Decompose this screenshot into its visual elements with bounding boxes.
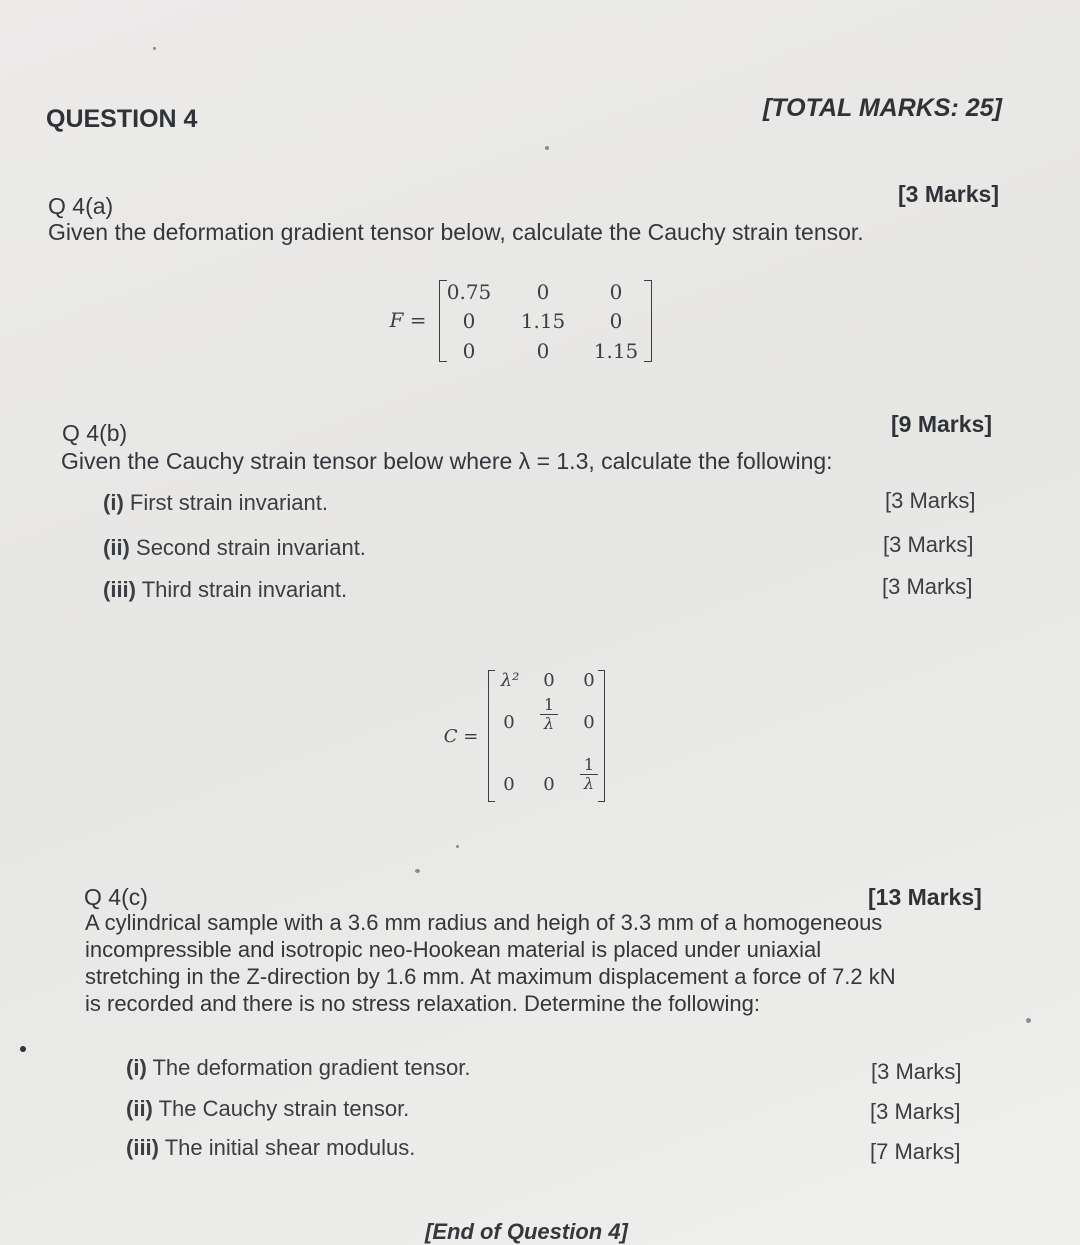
matrix-c-symbol: C = [443, 726, 479, 747]
q4c-item-1-marks: [3 Marks] [871, 1059, 962, 1084]
q4a-label: Q 4(a) [48, 193, 114, 219]
q4c-item-3-text: The initial shear modulus. [164, 1135, 416, 1160]
paper-speck [1026, 1018, 1031, 1023]
q4b-item-1-text: First strain invariant. [129, 490, 328, 515]
question-title: QUESTION 4 [46, 105, 198, 133]
q4c-text-line-4: is recorded and there is no stress relaxation. Determine the following: [85, 991, 761, 1016]
q4b-item-3-text: Third strain invariant. [141, 577, 348, 602]
q4b-item-2-num: (ii) [103, 535, 130, 560]
q4c-item-2 [126, 1096, 409, 1122]
matrix-f-cell: 0 [536, 339, 550, 363]
end-of-question: [End of Question 4] [425, 1219, 628, 1244]
matrix-f-symbol: F = [389, 308, 427, 332]
frac-numerator: 1 [580, 756, 598, 775]
paper-speck [153, 47, 156, 50]
q4b-item-1-marks: [3 Marks] [885, 488, 976, 513]
q4c-item-1 [126, 1055, 470, 1081]
q4b-item-1 [103, 490, 328, 516]
q4c-item-3-num: (iii) [126, 1135, 159, 1160]
paper-speck [456, 845, 459, 848]
q4c-label: Q 4(c) [84, 884, 148, 910]
matrix-f-right-bracket [644, 280, 652, 362]
q4b-text: Given the Cauchy strain tensor below where λ = 1.3, calculate the following: [61, 448, 833, 474]
paper-speck [545, 146, 549, 150]
paper-speck [20, 1046, 26, 1052]
matrix-f-cell: 0 [462, 309, 476, 333]
q4c-text-line-2: incompressible and isotropic neo-Hookean material is placed under uniaxial [85, 937, 822, 962]
q4b-label: Q 4(b) [62, 420, 128, 446]
q4a-marks: [3 Marks] [898, 181, 999, 207]
paper-speck [415, 869, 420, 873]
matrix-f-cell: 0 [462, 339, 476, 363]
q4b-item-2-marks: [3 Marks] [883, 532, 974, 557]
q4a-text: Given the deformation gradient tensor below, calculate the Cauchy strain tensor. [48, 219, 864, 245]
matrix-f [386, 278, 656, 368]
q4b-item-2-text: Second strain invariant. [136, 535, 366, 560]
matrix-c-frac-1-over-lambda [580, 756, 598, 793]
matrix-f-cell: 1.15 [593, 339, 639, 363]
q4b-marks: [9 Marks] [891, 411, 992, 437]
frac-numerator: 1 [540, 696, 558, 715]
q4c-item-3-marks: [7 Marks] [870, 1139, 961, 1164]
q4c-marks: [13 Marks] [868, 884, 982, 910]
q4c-item-2-text: The Cauchy strain tensor. [158, 1096, 410, 1121]
q4c-text-line-3: stretching in the Z-direction by 1.6 mm. At maximum displacement a force of 7.2 kN [85, 964, 896, 989]
q4c-item-2-num: (ii) [126, 1096, 153, 1121]
matrix-c-cell: 0 [503, 774, 515, 795]
matrix-f-cell: 1.15 [520, 309, 566, 333]
q4c-item-2-marks: [3 Marks] [870, 1099, 961, 1124]
total-marks: [TOTAL MARKS: 25] [763, 94, 1002, 122]
q4c-text-line-1: A cylindrical sample with a 3.6 mm radius and heigh of 3.3 mm of a homogeneous [85, 910, 883, 935]
q4b-item-3 [103, 577, 347, 603]
q4c-item-3 [126, 1135, 415, 1161]
matrix-c-cell: 0 [543, 774, 555, 795]
matrix-c-frac-1-over-lambda [540, 696, 558, 733]
matrix-f-cell: 0 [536, 280, 550, 304]
matrix-c-cell: 0 [503, 712, 515, 733]
frac-denominator: λ [543, 714, 555, 733]
matrix-c-cell: 0 [543, 670, 555, 691]
q4b-item-2 [103, 535, 366, 561]
q4b-item-3-marks: [3 Marks] [882, 574, 973, 599]
frac-denominator: λ [583, 774, 595, 793]
matrix-c [440, 668, 620, 808]
matrix-c-cell: 0 [583, 670, 595, 691]
q4c-item-1-num: (i) [126, 1055, 147, 1080]
matrix-c-cell: 0 [583, 712, 595, 733]
q4b-item-1-num: (i) [103, 490, 124, 515]
q4c-item-1-text: The deformation gradient tensor. [152, 1055, 471, 1080]
matrix-f-cell: 0.75 [446, 280, 492, 304]
matrix-f-cell: 0 [609, 309, 623, 333]
matrix-c-cell-lambda-squared: λ² [500, 670, 520, 691]
q4b-item-3-num: (iii) [103, 577, 136, 602]
matrix-f-cell: 0 [609, 280, 623, 304]
